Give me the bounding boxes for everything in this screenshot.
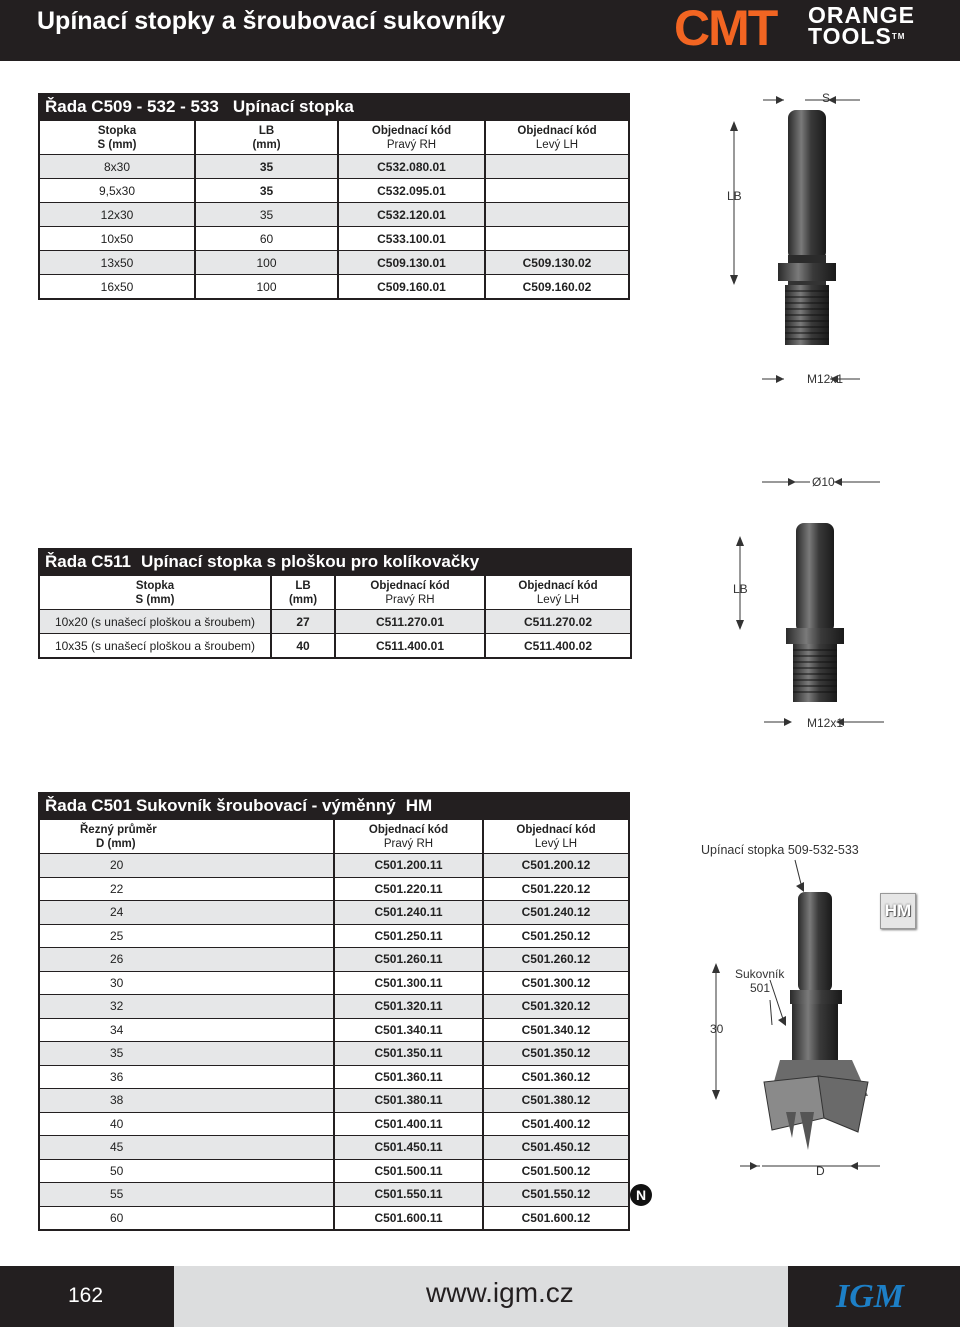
cell-rh: C532.120.01: [337, 203, 484, 226]
hinge-bit-drawing: [700, 850, 900, 1190]
cell-rh: C511.400.01: [334, 634, 484, 657]
cell-rh: C501.240.11: [333, 901, 482, 924]
header-line2: Pravý RH: [383, 837, 434, 850]
table-row: [40, 202, 628, 226]
cell-rh: C509.160.01: [337, 275, 484, 298]
shank-c509-drawing: [700, 85, 900, 390]
table-row: [40, 1041, 628, 1065]
cell-rh: C501.300.11: [333, 972, 482, 995]
header-cell: [484, 576, 630, 609]
cell-lh: C501.340.12: [482, 1019, 628, 1042]
cell-lh: [484, 179, 628, 202]
cell-diameter: 40: [110, 1116, 124, 1131]
header-line2: S (mm): [97, 138, 137, 151]
header-line1: Řezný průměr: [80, 823, 157, 836]
cell-lh: C511.270.02: [484, 610, 630, 633]
cell-rh: C501.450.11: [333, 1136, 482, 1159]
table-row: [40, 1065, 628, 1089]
header-cell: [40, 820, 333, 853]
label-bit-line2: 501: [750, 981, 771, 995]
header-line1: Objednací kód: [518, 579, 598, 592]
table-c511: [38, 548, 632, 659]
page-header: [0, 0, 960, 61]
cell-diameter: 38: [110, 1093, 124, 1108]
cell-rh: C501.400.11: [333, 1113, 482, 1136]
page-title: Upínací stopky a šroubovací sukovníky: [37, 7, 506, 35]
table-row: [40, 154, 628, 178]
header-line1: Objednací kód: [517, 124, 597, 137]
cell-diameter: 26: [110, 952, 124, 967]
cell-lh: C501.400.12: [482, 1113, 628, 1136]
cell-lb: 100: [194, 251, 337, 274]
cell-shank: 13x50: [100, 255, 134, 270]
cell-rh: C509.130.01: [337, 251, 484, 274]
cell-lh: C501.320.12: [482, 995, 628, 1018]
logo-tools-text: TOOLS: [808, 23, 892, 49]
header-line1: Stopka: [97, 124, 137, 137]
header-line2: Pravý RH: [385, 593, 435, 606]
cell-rh: C501.550.11: [333, 1183, 482, 1206]
cell-rh: C533.100.01: [337, 227, 484, 250]
table-row: [40, 250, 628, 274]
header-line1: LB: [258, 124, 275, 137]
table-grid: [38, 121, 630, 300]
dim-thread-label: M12x1: [807, 372, 844, 386]
dim-d-label: Ø10: [812, 475, 835, 489]
table-row: [40, 900, 628, 924]
table-row: [40, 1135, 628, 1159]
cell-diameter: 20: [110, 858, 124, 873]
cmt-logo: CMT: [674, 0, 777, 56]
cell-rh: C501.250.11: [333, 925, 482, 948]
table-row: [40, 994, 628, 1018]
dim-lb-label: LB: [727, 189, 742, 203]
igm-logo: IGM: [836, 1278, 905, 1315]
table-row: [40, 178, 628, 202]
cell-rh: C501.260.11: [333, 948, 482, 971]
cell-rh: C511.270.01: [334, 610, 484, 633]
cell-lb: 60: [194, 227, 337, 250]
cell-diameter: 45: [110, 1140, 124, 1155]
header-cell: [334, 576, 484, 609]
table-row: [40, 1206, 628, 1230]
header-line2: Pravý RH: [386, 138, 437, 151]
table-grid: [38, 576, 632, 659]
cell-rh: C501.340.11: [333, 1019, 482, 1042]
dim-thread-label: M12x1: [807, 716, 844, 730]
header-line1: Objednací kód: [370, 579, 450, 592]
table-row: [40, 853, 628, 877]
series-name: Sukovník šroubovací - výměnný: [135, 796, 396, 815]
header-line2: Levý LH: [534, 837, 578, 850]
cell-rh: C501.600.11: [333, 1207, 482, 1230]
cell-rh: C501.200.11: [333, 854, 482, 877]
shank-c511-drawing: [700, 468, 900, 738]
header-cell: [333, 820, 482, 853]
cell-shank: 10x35 (s unašecí ploškou a šroubem): [54, 638, 256, 653]
label-shank: Upínací stopka 509-532-533: [701, 843, 859, 857]
table-c501: [38, 792, 630, 1231]
header-line1: LB: [295, 579, 311, 592]
header-line2: S (mm): [135, 593, 175, 606]
cell-rh: C532.080.01: [337, 155, 484, 178]
header-line1: Objednací kód: [368, 823, 449, 836]
cell-rh: C532.095.01: [337, 179, 484, 202]
cell-lh: [484, 227, 628, 250]
series-name: Upínací stopka s ploškou pro kolíkovačky: [141, 552, 480, 571]
cell-lh: C511.400.02: [484, 634, 630, 657]
cell-diameter: 22: [110, 881, 124, 896]
cell-rh: C501.360.11: [333, 1066, 482, 1089]
cell-lh: C509.160.02: [484, 275, 628, 298]
cell-lh: C501.500.12: [482, 1160, 628, 1183]
table-row: [40, 877, 628, 901]
header-line1: Objednací kód: [371, 124, 452, 137]
cell-diameter: 50: [110, 1163, 124, 1178]
cell-rh: C501.320.11: [333, 995, 482, 1018]
cell-diameter: 30: [110, 975, 124, 990]
header-cell: [484, 121, 628, 154]
cell-lh: C501.260.12: [482, 948, 628, 971]
cell-shank: 10x50: [100, 231, 134, 246]
cell-diameter: 60: [110, 1210, 124, 1225]
table-title: [38, 93, 630, 121]
cell-lh: [484, 203, 628, 226]
hm-badge: [880, 893, 916, 929]
cell-lh: C501.250.12: [482, 925, 628, 948]
cell-lb: 35: [194, 155, 337, 178]
table-c509: [38, 93, 630, 300]
series-label: Řada C501: [45, 796, 132, 815]
table-body: [40, 853, 628, 1229]
table-header-row: [40, 121, 628, 154]
cell-lh: C501.220.12: [482, 878, 628, 901]
cell-shank: 16x50: [100, 279, 134, 294]
cell-rh: C501.220.11: [333, 878, 482, 901]
cell-lh: C501.450.12: [482, 1136, 628, 1159]
cell-rh: C501.380.11: [333, 1089, 482, 1112]
series-label: Řada C511: [45, 552, 131, 571]
cell-diameter: 36: [110, 1069, 124, 1084]
table-row: [40, 1159, 628, 1183]
cell-lh: C501.550.12: [482, 1183, 628, 1206]
cell-lb: 40: [270, 634, 334, 657]
table-row: [40, 924, 628, 948]
cell-diameter: 34: [110, 1022, 124, 1037]
series-name: Upínací stopka: [232, 97, 354, 116]
table-row: [40, 971, 628, 995]
header-line2: (mm): [288, 593, 318, 606]
cell-lb: 100: [194, 275, 337, 298]
cell-rh: C501.350.11: [333, 1042, 482, 1065]
cell-lh: [484, 155, 628, 178]
n-badge: [630, 1184, 652, 1206]
table-row: [40, 1088, 628, 1112]
header-cell: [337, 121, 484, 154]
page-number: 162: [68, 1284, 104, 1307]
table-row: [40, 609, 630, 633]
website-link[interactable]: www.igm.cz: [426, 1277, 574, 1308]
cell-diameter: 55: [110, 1187, 124, 1202]
header-line2: D (mm): [96, 837, 136, 850]
header-cell: [482, 820, 628, 853]
cell-lb: 27: [270, 610, 334, 633]
header-cell: [270, 576, 334, 609]
cell-shank: 12x30: [100, 207, 134, 222]
n-badge-text: N: [635, 1187, 647, 1203]
logo-orange-text: ORANGE: [808, 2, 915, 28]
table-header-row: [40, 576, 630, 609]
cell-diameter: 24: [110, 905, 124, 920]
cell-diameter: 32: [110, 999, 124, 1014]
orange-tools-logo: [808, 2, 915, 49]
header-cell: [40, 576, 270, 609]
dim-30-label: 30: [710, 1022, 724, 1036]
header-line1: Objednací kód: [516, 823, 596, 836]
dim-d-label: D: [816, 1164, 825, 1178]
table-row: [40, 226, 628, 250]
series-suffix: HM: [405, 796, 433, 815]
logo-tm: TM: [891, 32, 906, 41]
cell-lh: C501.360.12: [482, 1066, 628, 1089]
cell-lh: C509.130.02: [484, 251, 628, 274]
table-row: [40, 1018, 628, 1042]
label-bit-line1: Sukovník: [735, 967, 785, 981]
table-row: [40, 633, 630, 657]
header-line2: (mm): [252, 138, 281, 151]
cell-lb: 35: [194, 203, 337, 226]
table-title: [38, 548, 632, 576]
header-line2: Levý LH: [535, 138, 579, 151]
cell-shank: 9,5x30: [98, 183, 136, 198]
cell-lh: C501.300.12: [482, 972, 628, 995]
dim-lb-label: LB: [733, 582, 748, 596]
table-row: [40, 1112, 628, 1136]
cell-lb: 35: [194, 179, 337, 202]
logo-tools-line: [808, 23, 915, 49]
cell-lh: C501.200.12: [482, 854, 628, 877]
hm-badge-text: HM: [884, 901, 912, 920]
series-label: Řada C509 - 532 - 533: [45, 97, 219, 116]
table-grid: [38, 820, 630, 1231]
cell-rh: C501.500.11: [333, 1160, 482, 1183]
cell-lh: C501.240.12: [482, 901, 628, 924]
cell-lh: C501.380.12: [482, 1089, 628, 1112]
header-cell: [194, 121, 337, 154]
cell-shank: 8x30: [103, 159, 131, 174]
table-title: [38, 792, 630, 820]
table-row: [40, 947, 628, 971]
cell-diameter: 25: [110, 928, 124, 943]
cell-shank: 10x20 (s unašecí ploškou a šroubem): [54, 614, 256, 629]
dim-s-label: S: [822, 91, 831, 105]
header-line2: Levý LH: [536, 593, 580, 606]
cell-lh: C501.350.12: [482, 1042, 628, 1065]
cell-lh: C501.600.12: [482, 1207, 628, 1230]
cell-diameter: 35: [110, 1046, 124, 1061]
table-row: [40, 274, 628, 298]
table-row: [40, 1182, 628, 1206]
header-line1: Stopka: [135, 579, 175, 592]
table-header-row: [40, 820, 628, 853]
header-cell: [40, 121, 194, 154]
